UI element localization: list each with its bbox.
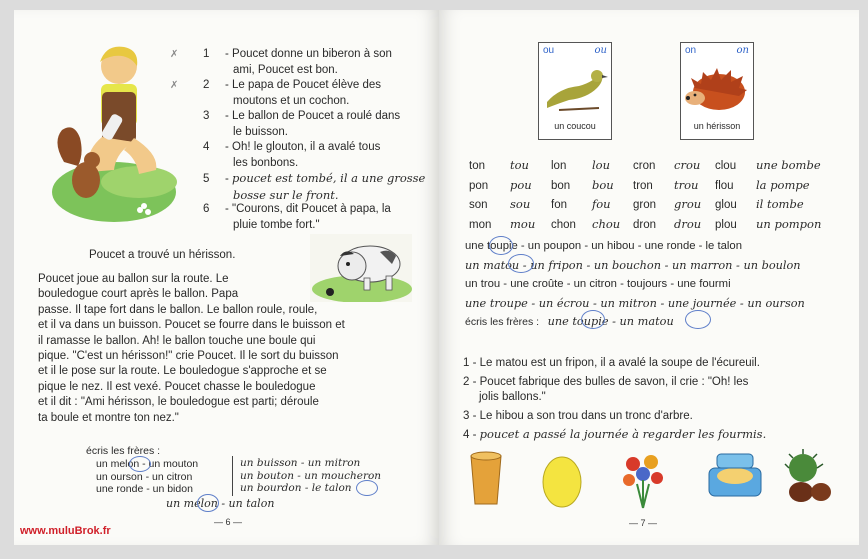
- pen-circle: [197, 494, 219, 512]
- sound-label: on: [685, 45, 697, 56]
- hedgehog-icon: [681, 58, 751, 118]
- list-item: 1 - Le matou est un fripon, il a avalé la soupe de l'écureuil.: [463, 357, 760, 369]
- list-item: 4 - poucet a passé la journée à regarder les fourmis.: [463, 427, 767, 441]
- boy-squirrel-illustration: [44, 42, 179, 227]
- bouquet-icon: [619, 450, 667, 510]
- list-item: 1 - Poucet donne un biberon à son ami, Poucet est bon.: [203, 48, 392, 76]
- syllable-row: son sou fon fou gron grou glou il tombe: [469, 197, 804, 211]
- story-line: il ramasse le ballon. Ah! le ballon touche une boule qui: [38, 334, 316, 347]
- chestnut-icon: [783, 448, 833, 506]
- sentence-list: [463, 356, 766, 444]
- story-line: et il le pose sur la route. Le bouledogue s'approche et se: [38, 365, 327, 378]
- cork-icon: [467, 450, 505, 508]
- word-line: une toupie - un poupon - un hibou - une ronde - le talon: [465, 240, 742, 252]
- pen-circle: [508, 254, 534, 273]
- sound-card-ou: [538, 42, 612, 140]
- exercise-left-column: un melon - un mouton un ourson - un citron une ronde - un bidon: [96, 458, 199, 495]
- pen-circle: [685, 310, 711, 329]
- story-line: bouledogue court après le ballon. Papa: [38, 288, 239, 301]
- word-line: un matou - un fripon - un bouchon - un marron - un boulon: [465, 259, 801, 272]
- syllable-row: ton tou lon lou cron crou clou une bombe: [469, 158, 821, 172]
- exercise-right-column: un buisson - un mitron un bouton - un moucheron un bourdon - le talon: [240, 457, 382, 494]
- story-line: ta boule et montre ton nez.": [38, 411, 179, 424]
- story-title: Poucet a trouvé un hérisson.: [89, 249, 236, 261]
- list-item: 3 - Le ballon de Poucet a roulé dans le buisson.: [203, 110, 401, 138]
- list-item: 2 - Poucet fabrique des bulles de savon, il crie : "Oh! les jolis ballons.": [463, 375, 749, 403]
- story-line: et il va dans un buisson. Poucet se fourre dans le buisson et: [38, 319, 345, 332]
- syllable-grid: [469, 158, 821, 236]
- page-number: — 6 —: [214, 517, 243, 527]
- story-text: [38, 272, 428, 426]
- sound-label-cursive: on: [736, 45, 749, 56]
- syllable-row: pon pou bon bou tron trou flou la pompe: [469, 177, 810, 192]
- exercise-answer: une toupie - un matou: [547, 315, 674, 328]
- lemon-icon: [539, 452, 585, 510]
- sound-card-on: [680, 42, 754, 140]
- story-line: et il dit : "Ami hérisson, le bouledogue est parti; déroule: [38, 396, 319, 409]
- list-item: 4 - Oh! le glouton, il a avalé tous les bonbons.: [203, 141, 381, 169]
- story-line: pique. "C'est un hérisson!" crie Poucet. Il le sort du buisson: [38, 350, 339, 363]
- check-mark-icon: ✗: [170, 49, 179, 60]
- watermark: www.muluBrok.fr: [20, 525, 111, 537]
- syllable-row: mon mou chon chou dron drou plou un pompon: [469, 216, 822, 231]
- word-line: un trou - une croûte - un citron - toujours - une fourmi: [465, 278, 731, 290]
- list-item: 2 - Le papa de Poucet élève des moutons et un cochon.: [203, 79, 382, 107]
- pen-circle: [581, 310, 605, 329]
- pen-circle: [356, 480, 378, 496]
- left-page: [14, 10, 439, 545]
- word-line: une troupe - un écrou - un mitron - une journée - un ourson: [465, 297, 805, 310]
- exercise-row: [465, 312, 674, 330]
- pen-circle: [489, 236, 513, 255]
- sound-label: ou: [543, 45, 555, 56]
- word-lines: [465, 237, 805, 313]
- list-item: 5 - poucet est tombé, il a une grosse bosse sur le front.: [203, 171, 426, 202]
- sound-label-cursive: ou: [594, 45, 607, 56]
- story-line: Poucet joue au ballon sur la route. Le: [38, 273, 229, 285]
- story-line: pique le nez. Il est vexé. Poucet chasse le bouledogue: [38, 380, 316, 393]
- cuckoo-bird-icon: [539, 58, 609, 118]
- list-item: 3 - Le hibou a son trou dans un tronc d'arbre.: [463, 409, 693, 422]
- card-caption: un coucou: [554, 121, 596, 131]
- pen-circle: [129, 456, 151, 472]
- right-page: [439, 10, 859, 545]
- exercise-label: écris les frères :: [86, 445, 161, 457]
- story-line: passe. Il tape fort dans le ballon. Le ballon roule, roule,: [38, 303, 318, 316]
- check-mark-icon: ✗: [170, 80, 179, 91]
- list-item: 6 - "Courons, dit Poucet à papa, la pluie tombe fort.": [203, 203, 391, 231]
- exercise-divider: [232, 456, 233, 496]
- page-number: — 7 —: [629, 518, 658, 528]
- exercise-label: écris les frères :: [465, 316, 540, 328]
- soap-dish-icon: [705, 450, 765, 502]
- card-caption: un hérisson: [693, 121, 741, 131]
- exercise-answer: un melon - un talon: [166, 497, 275, 510]
